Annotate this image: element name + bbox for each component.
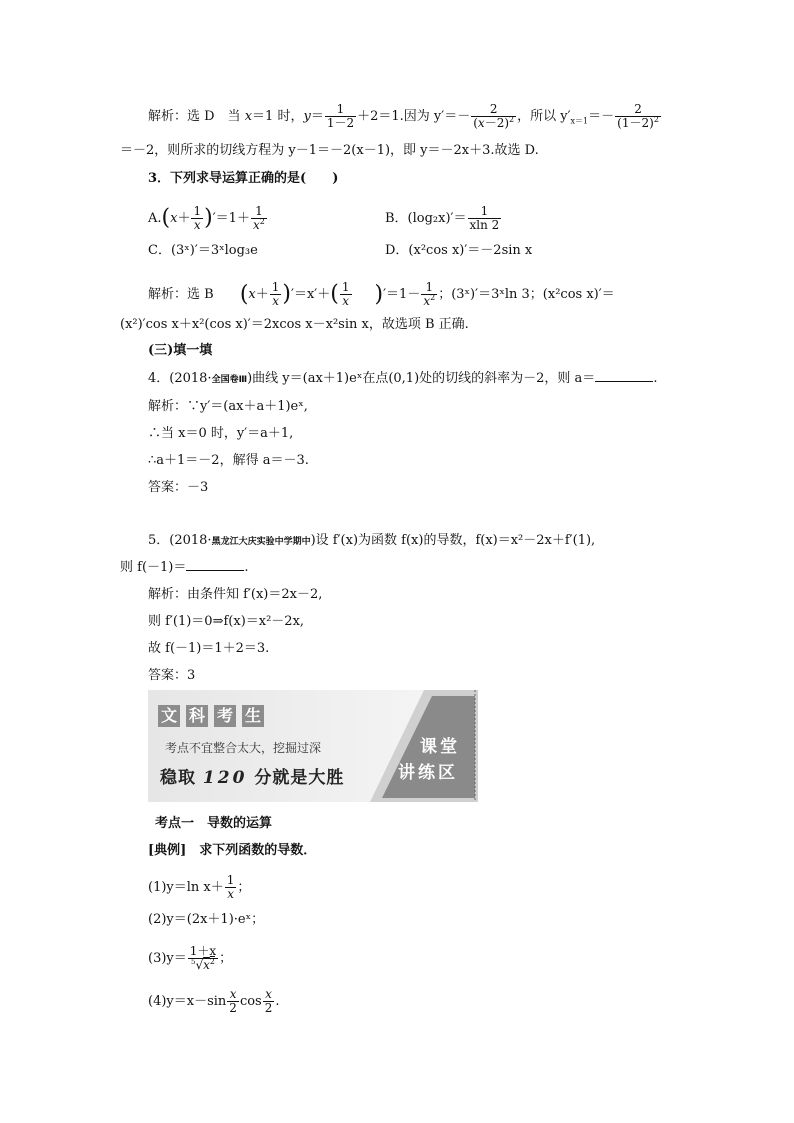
q4-solution-1: 解析：∵y′＝(ax＋a＋1)eˣ, xyxy=(148,399,308,414)
banner-tile-1: 文 xyxy=(158,705,180,727)
q5-answer-blank xyxy=(186,559,244,571)
example-item-3: (3)y＝ $\frac{1+x}{^5√x^2}$ ； xyxy=(148,944,233,972)
q3-solution-line2: (x²)′cos x＋x²(cos x)′＝2xcos x－x²sin x，故选项 B 正确. xyxy=(120,317,469,332)
q3-option-c: C．(3ˣ)′＝3ˣlog₃e xyxy=(148,243,258,258)
q5-solution-2: 则 f′(1)＝0⇒f(x)＝x²－2x, xyxy=(148,614,305,629)
q3-solution-part-c: ；(3ˣ)′＝3ˣln 3；(x²cos x)′＝ xyxy=(438,287,615,302)
example-item-1-text: (1)y＝ln x＋ xyxy=(148,880,224,895)
q5-source: 黑龙江大庆实验中学期中 xyxy=(211,537,311,547)
topic-title: 考点一 导数的运算 xyxy=(155,816,273,831)
banner-side-bottom: 讲练区 xyxy=(398,763,458,783)
q4-solution-2: ∴当 x＝0 时，y′＝a＋1, xyxy=(148,426,294,441)
banner-slogan-a: 稳取 xyxy=(160,768,196,788)
q2-fraction-1: $\frac{1}{1-2}$ xyxy=(326,102,355,130)
q3-stem: 3．下列求导运算正确的是( ) xyxy=(148,171,339,186)
q5-answer: 答案：3 xyxy=(148,668,196,683)
example-item-4-b: cos xyxy=(239,994,262,1009)
q3-option-b-text: B．(log₂x)′＝ xyxy=(385,211,467,226)
q5-stem xyxy=(148,533,595,550)
q3-option-b: B．(log₂x)′＝ $\frac{1}{xln 2}$ xyxy=(385,204,500,232)
banner-side-top: 课堂 xyxy=(420,737,460,757)
q2-solution-line1: 解析：选 D 当 x＝1 时，y＝ $\frac{1}{1-2}$ ＋2＝1.因为 y′＝－ $\frac{2}{(x-2)^2}$ ，所以 $y'_{x=1}=-$ $\frac{2}{(1-2)^2}$ xyxy=(148,102,659,130)
q5-solution-3: 故 f(－1)＝1＋2＝3. xyxy=(148,641,270,656)
q2-solution-text2: ，所以 y′ xyxy=(517,109,571,124)
section-title: (三)填一填 xyxy=(148,343,213,358)
banner-tile-2: 科 xyxy=(186,705,208,727)
banner-slogan-b: 分就是大胜 xyxy=(254,768,345,788)
example-item-1: (1)y＝ln x＋ $\frac{1}{x}$ ； xyxy=(148,873,251,901)
q4-source: 全国卷Ⅲ xyxy=(211,375,248,385)
banner-slogan xyxy=(160,763,344,788)
q4-stem: 4．(2018·全国卷Ⅲ)曲线 y＝(ax＋1)eˣ在点(0,1)处的切线的斜率为－2，则 a＝ . xyxy=(148,371,658,386)
q5-stem-line2-text: 则 f(－1)＝ xyxy=(120,560,187,575)
q5-stem-b: )设 f′(x)为函数 f(x)的导数，f(x)＝x²－2x＋f′(1), xyxy=(310,533,596,548)
q5-stem-a: 5．(2018· xyxy=(148,533,212,548)
q3-solution-part-b: ′＝1－ xyxy=(383,287,421,302)
q3-option-a: A.(x＋ $\frac{1}{x}$ )′＝1＋ $\frac{1}{x^2}$ xyxy=(148,204,265,232)
q4-answer: 答案：－3 xyxy=(148,480,209,495)
q3-option-d: D．(x²cos x)′＝－2sin x xyxy=(385,243,533,258)
banner-slogan-number: 120 xyxy=(202,768,248,788)
example-item-2: (2)y＝(2x＋1)·eˣ； xyxy=(148,912,265,927)
q2-solution-mid: ＝1 时， xyxy=(252,109,304,124)
q2-fraction-3: $\frac{2}{(1-2)^2}$ xyxy=(617,102,659,130)
example-item-3-text: (3)y＝ xyxy=(148,951,187,966)
q4-stem-b: )曲线 y＝(ax＋1)eˣ在点(0,1)处的切线的斜率为－2，则 a＝ xyxy=(247,371,596,386)
q3-option-b-denominator: xln 2 xyxy=(469,218,500,232)
q3-option-a-rhs: ′＝1＋ xyxy=(212,211,250,226)
q2-solution-line2: ＝－2，则所求的切线方程为 y－1＝－2(x－1)，即 y＝－2x＋3.故选 D. xyxy=(120,143,539,158)
q4-solution-3: ∴a＋1＝－2，解得 a＝－3. xyxy=(148,453,309,468)
q5-stem-line2: 则 f(－1)＝ . xyxy=(120,560,249,575)
example-item-4: (4)y＝x－sin $\frac{x}{2}$ cos $\frac{x}{2}$ . xyxy=(148,987,280,1015)
banner-tile-4: 生 xyxy=(242,705,264,727)
q4-answer-blank xyxy=(595,370,653,382)
banner-subtitle: 考点不宜整合太大，挖掘过深 xyxy=(165,741,322,755)
section-banner xyxy=(148,690,478,802)
q2-solution-text3: ＝－ xyxy=(588,109,615,124)
q3-solution-line1: 解析：选 B (x＋ $\frac{1}{x}$ )′＝x′＋( $\frac{1}{x}$ )′＝1－ $\frac{1}{x^2}$ ；(3ˣ)′＝3ˣln 3；(x²cos x)′＝ xyxy=(148,280,615,308)
q3-option-a-label: A. xyxy=(148,211,162,226)
example-item-4-a: (4)y＝x－sin xyxy=(148,994,227,1009)
q4-stem-a: 4．(2018· xyxy=(148,371,212,386)
q3-solution-label: 解析：选 B xyxy=(148,287,214,302)
example-item-4-end: . xyxy=(275,994,280,1009)
q3-solution-part-a: ′＝x′＋ xyxy=(291,287,331,302)
q2-fraction-2: $\frac{2}{(x-2)^2}$ xyxy=(473,102,515,130)
q2-subscript: x＝1 xyxy=(570,116,589,126)
q2-solution-prefix: 解析：选 D 当 xyxy=(148,109,245,124)
example-item-3-numerator: 1＋x xyxy=(189,944,217,958)
q5-solution-1: 解析：由条件知 f′(x)＝2x－2, xyxy=(148,587,323,602)
banner-tile-3: 考 xyxy=(214,705,236,727)
example-title: [典例] 求下列函数的导数． xyxy=(148,843,317,858)
q2-solution-text1: ＋2＝1.因为 y′＝－ xyxy=(357,109,471,124)
